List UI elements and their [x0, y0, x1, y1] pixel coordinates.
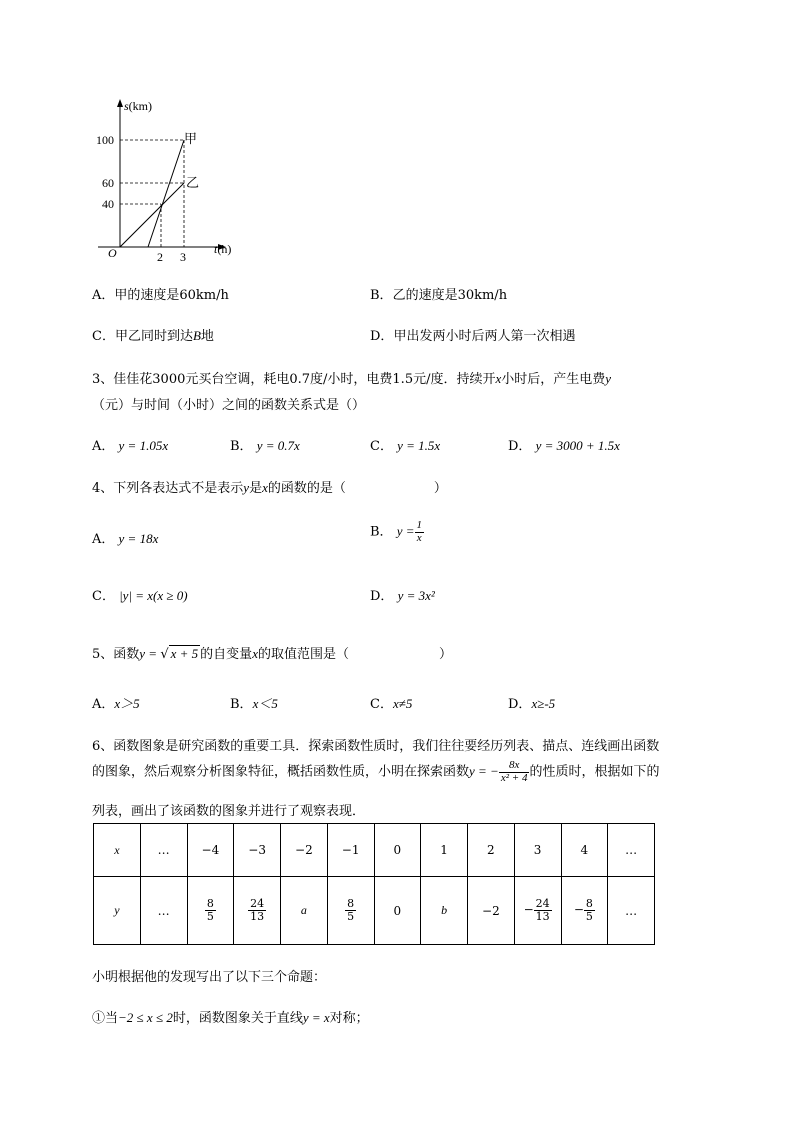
q6-stem-line1: 6、函数图象是研究函数的重要工具．探索函数性质时，我们往往要经历列表、描点、连线画出函数	[92, 739, 660, 754]
fraction: $\frac{24}{13}$	[250, 897, 265, 923]
line-yi	[120, 183, 184, 247]
table-cell: −4	[187, 824, 234, 877]
table-cell: −2	[281, 824, 328, 877]
label-jia: 甲	[184, 132, 198, 147]
q2-option-d[interactable]: D．甲出发两小时后两人第一次相遇	[370, 329, 576, 344]
y-tick-60: 60	[102, 176, 114, 190]
q4-b-fraction: $\frac{1}{x}$	[416, 519, 422, 544]
q5-option-a[interactable]: A．x＞5	[92, 696, 140, 712]
q4-option-a[interactable]: A． y = 18x	[92, 531, 159, 547]
table-cell: a	[281, 877, 328, 945]
table-cell: −1	[327, 824, 374, 877]
table-cell	[187, 877, 234, 945]
q4-option-d[interactable]: D． y = 3x²	[370, 588, 435, 604]
q5-stem: 5、函数y = √ x + 5 的自变量x的取值范围是（ ）	[92, 646, 452, 662]
table-cell	[234, 877, 281, 945]
table-cell: 2	[468, 824, 515, 877]
q4-option-c[interactable]: C． |y| = x(x ≥ 0)	[92, 588, 188, 604]
y-tick-100: 100	[96, 133, 114, 147]
q5-option-c[interactable]: C．x≠5	[370, 696, 413, 712]
table-cell: x	[94, 824, 141, 877]
fraction: $\frac{8}{5}$	[585, 897, 593, 923]
table-cell: 3	[514, 824, 561, 877]
q3-option-b[interactable]: B． y = 0.7x	[230, 438, 300, 454]
q4-option-b[interactable]: B． y = $\frac{1}{x}$	[370, 519, 422, 544]
table-cell: 1	[421, 824, 468, 877]
negative-sign: −	[573, 903, 584, 917]
x-axis-label: t(h)	[214, 242, 232, 256]
table-cell	[327, 877, 374, 945]
table-cell: −3	[234, 824, 281, 877]
table-cell: …	[140, 877, 187, 945]
label-yi: 乙	[186, 176, 200, 191]
table-cell: 0	[374, 877, 421, 945]
q5-option-d[interactable]: D．x≥-5	[508, 696, 556, 712]
q2-option-b[interactable]: B．乙的速度是30km/h	[370, 288, 508, 303]
value-table	[93, 823, 655, 945]
q6-stem-line3: 列表，画出了该函数的图象并进行了观察表现．	[92, 804, 366, 819]
q6-stem-line2: 的图象，然后观察分析图象特征，概括函数性质，小明在探索函数y = − $\frac{8x}{\text{x² + 4}}$ 的性质时，根据如下的	[92, 759, 660, 784]
y-axis-arrow	[117, 99, 123, 107]
q6-function-fraction: $\frac{8x}{\text{x² + 4}}$	[500, 759, 528, 784]
fraction: $\frac{8}{5}$	[206, 897, 214, 923]
q4-stem: 4、下列各表达式不是表示y是x的函数的是（ ）	[92, 480, 447, 496]
table-cell	[514, 877, 561, 945]
table-cell: 4	[561, 824, 608, 877]
origin-label: O	[108, 246, 117, 260]
q3-option-a[interactable]: A． y = 1.05x	[92, 438, 169, 454]
fraction: $\frac{24}{13}$	[535, 897, 550, 923]
x-tick-3: 3	[180, 250, 186, 264]
y-tick-40: 40	[102, 197, 114, 211]
fraction: $\frac{8}{5}$	[347, 897, 355, 923]
q5-option-b[interactable]: B．x＜5	[230, 696, 278, 712]
table-cell	[561, 877, 608, 945]
table-cell: y	[94, 877, 141, 945]
table-cell: b	[421, 877, 468, 945]
q2-option-a[interactable]: A．甲的速度是60km/h	[92, 288, 229, 303]
x-tick-2: 2	[157, 250, 163, 264]
line-jia	[148, 140, 184, 247]
table-cell: −2	[468, 877, 515, 945]
q6-proposition-1: ①当−2 ≤ x ≤ 2时，函数图象关于直线y = x对称；	[92, 1010, 369, 1026]
q3-stem-line1: 3、佳佳花3000元买台空调，耗电0.7度/小时，电费1.5元/度．持续开x小时后，产生电费y	[92, 371, 612, 387]
q6-after-table: 小明根据他的发现写出了以下三个命题：	[92, 970, 327, 985]
table-row-y	[94, 877, 655, 945]
y-axis-label: s(km)	[124, 99, 152, 113]
q3-option-c[interactable]: C． y = 1.5x	[370, 438, 441, 454]
table-cell: …	[608, 824, 655, 877]
q3-stem-line2: （元）与时间（小时）之间的函数关系式是（）	[92, 398, 366, 413]
negative-sign: −	[523, 903, 534, 917]
q2-option-c[interactable]: C．甲乙同时到达B地	[92, 328, 214, 344]
q3-option-d[interactable]: D． y = 3000 + 1.5x	[508, 438, 620, 454]
table-cell: 0	[374, 824, 421, 877]
table-row-x	[94, 824, 655, 877]
distance-time-graph	[90, 95, 250, 265]
table-cell: …	[608, 877, 655, 945]
table-cell: …	[140, 824, 187, 877]
